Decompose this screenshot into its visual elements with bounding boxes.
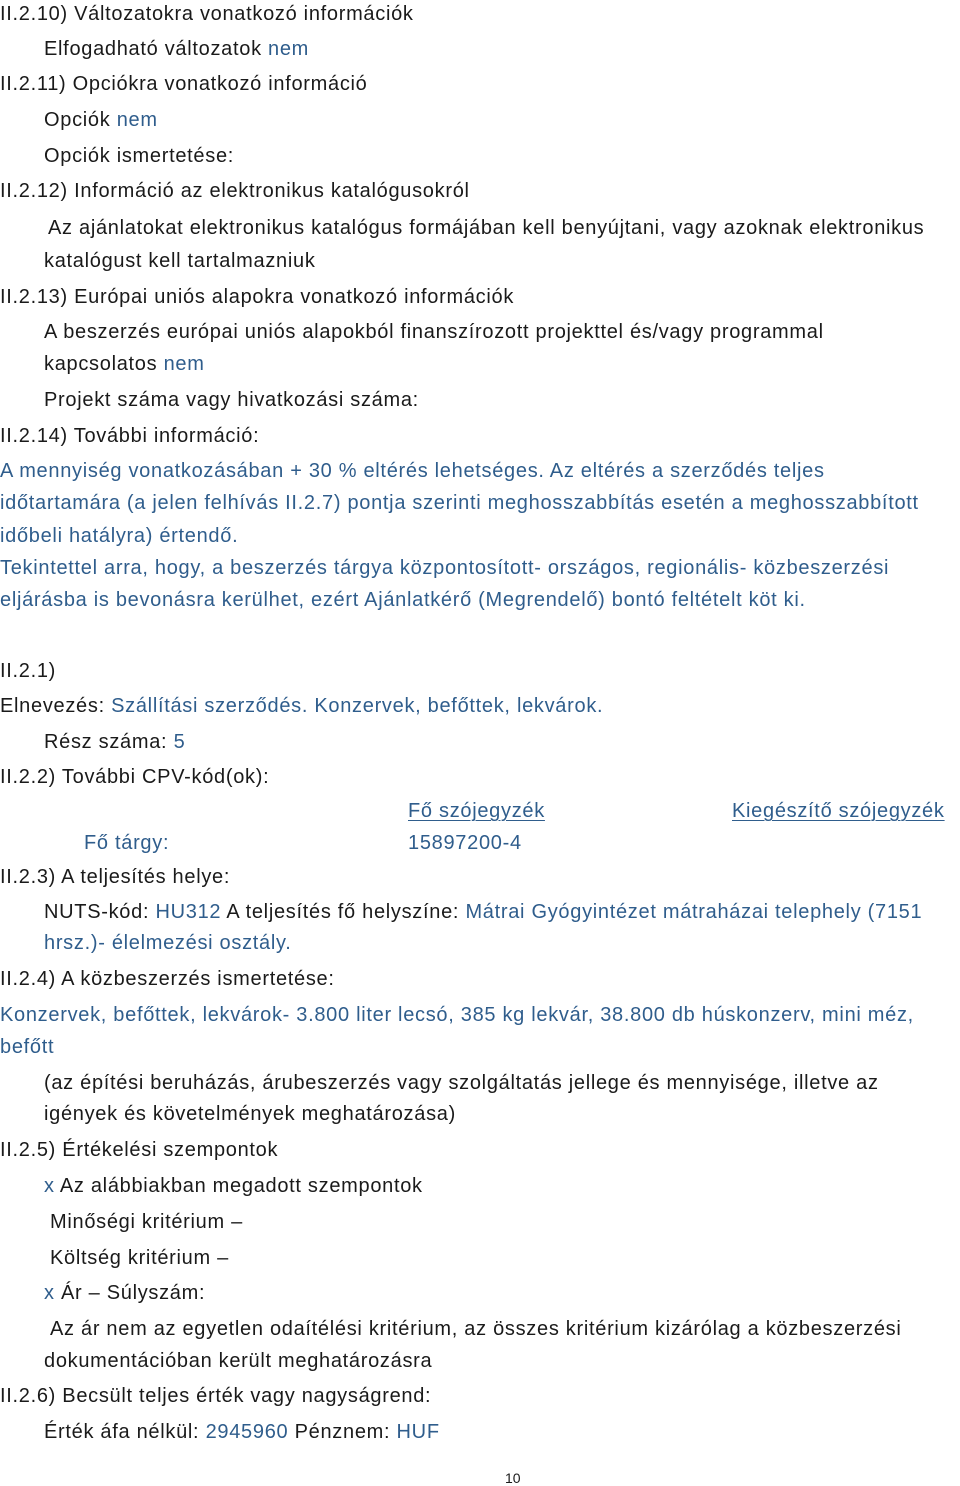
- additional-info-line: eljárásba is bevonásra kerülhet, ezért Ajánlatkérő (Megrendelő) bontó feltételt köt ki.: [0, 589, 806, 611]
- cpv-column-header-main: Fő szójegyzék: [408, 800, 545, 822]
- description-heading: II.2.4) A közbeszerzés ismertetése:: [0, 968, 335, 990]
- page-number: 10: [505, 1470, 521, 1486]
- part-name-row: [0, 694, 603, 718]
- options-description-label: Opciók ismertetése:: [44, 145, 235, 167]
- description-note-line: (az építési beruházás, árubeszerzés vagy szolgáltatás jellege és mennyisége, illetve az: [44, 1072, 879, 1094]
- part-name-value: Szállítási szerződés. Konzervek, befőttek, lekvárok.: [111, 695, 604, 717]
- nuts-value: HU312: [155, 901, 222, 923]
- options-value: nem: [116, 109, 158, 131]
- cpv-heading: II.2.2) További CPV-kód(ok):: [0, 766, 270, 788]
- cpv-column-header-supplementary: Kiegészítő szójegyzék: [732, 800, 945, 822]
- estimated-value-row: [44, 1420, 440, 1444]
- catalogues-heading: II.2.12) Információ az elektronikus katalógusokról: [0, 180, 470, 202]
- options-label: Opciók: [44, 109, 111, 131]
- price-criterion-row: [44, 1281, 205, 1305]
- currency-label: Pénznem:: [294, 1421, 391, 1443]
- quality-criterion-label: Minőségi kritérium –: [50, 1211, 243, 1233]
- catalogues-text-line: katalógust kell tartalmazniuk: [44, 250, 316, 272]
- additional-info-heading: II.2.14) További információ:: [0, 425, 260, 447]
- currency-value: HUF: [396, 1421, 440, 1443]
- estimated-value-amount: 2945960: [205, 1421, 289, 1443]
- variants-accepted-value: nem: [268, 38, 310, 60]
- options-row: [44, 108, 158, 132]
- estimated-value-label: Érték áfa nélkül:: [44, 1421, 200, 1443]
- eu-funds-related-value: nem: [163, 353, 205, 375]
- additional-info-line: időbeli hatályra) értendő.: [0, 525, 239, 547]
- part-number-label: Rész száma:: [44, 731, 168, 753]
- estimated-value-heading: II.2.6) Becsült teljes érték vagy nagyságrend:: [0, 1385, 432, 1407]
- variants-heading: II.2.10) Változatokra vonatkozó információk: [0, 3, 414, 25]
- place-row: [44, 900, 922, 924]
- site-label: A teljesítés fő helyszíne:: [226, 901, 460, 923]
- part-number-value: 5: [173, 731, 186, 753]
- catalogues-text-line: Az ajánlatokat elektronikus katalógus formájában kell benyújtani, vagy azoknak elektronikus: [48, 217, 925, 239]
- eu-funds-related-label: kapcsolatos: [44, 353, 158, 375]
- additional-info-line: időtartamára (a jelen felhívás II.2.7) pontja szerinti meghosszabbítás esetén a meghosszabbított: [0, 492, 919, 514]
- eu-funds-project-label: Projekt száma vagy hivatkozási száma:: [44, 389, 419, 411]
- variants-accepted-row: [44, 37, 309, 61]
- price-criterion-label: Ár – Súlyszám:: [60, 1282, 206, 1304]
- part-heading: II.2.1): [0, 660, 57, 682]
- site-value-line: hrsz.)- élelmezési osztály.: [44, 932, 292, 954]
- eu-funds-text-line: A beszerzés európai uniós alapokból finanszírozott projekttel és/vagy programmal: [44, 321, 824, 343]
- eu-funds-related-row: [44, 352, 205, 376]
- nuts-label: NUTS-kód:: [44, 901, 150, 923]
- part-number-row: [44, 730, 185, 754]
- cpv-row-main-code: 15897200-4: [408, 832, 522, 854]
- award-criteria-note-line: Az ár nem az egyetlen odaítélési kritérium, az összes kritérium kizárólag a közbeszerzési: [50, 1318, 902, 1340]
- options-heading: II.2.11) Opciókra vonatkozó információ: [0, 73, 368, 95]
- cpv-row-label: Fő tárgy:: [84, 832, 170, 854]
- part-name-label: Elnevezés:: [0, 695, 105, 717]
- site-value-line: Mátrai Gyógyintézet mátraházai telephely (7151: [465, 901, 923, 923]
- award-criteria-note-line: dokumentációban került meghatározásra: [44, 1350, 433, 1372]
- description-value-line: befőtt: [0, 1036, 55, 1058]
- cost-criterion-label: Költség kritérium –: [50, 1247, 229, 1269]
- additional-info-line: A mennyiség vonatkozásában + 30 % eltérés lehetséges. Az eltérés a szerződés teljes: [0, 460, 825, 482]
- eu-funds-heading: II.2.13) Európai uniós alapokra vonatkozó információk: [0, 286, 515, 308]
- description-note-line: igények és követelmények meghatározása): [44, 1103, 456, 1125]
- award-criteria-heading: II.2.5) Értékelési szempontok: [0, 1139, 279, 1161]
- additional-info-line: Tekintettel arra, hogy, a beszerzés tárgya központosított- országos, regionális- közbeszerzési: [0, 557, 890, 579]
- award-criteria-option-label: Az alábbiakban megadott szempontok: [59, 1175, 423, 1197]
- place-heading: II.2.3) A teljesítés helye:: [0, 866, 231, 888]
- description-value-line: Konzervek, befőttek, lekvárok- 3.800 liter lecsó, 385 kg lekvár, 38.800 db húskonzerv, mini méz,: [0, 1004, 914, 1026]
- award-criteria-option-row: [44, 1174, 423, 1198]
- variants-accepted-label: Elfogadható változatok: [44, 38, 262, 60]
- price-criterion-mark: x: [44, 1282, 55, 1304]
- award-criteria-option-mark: x: [44, 1175, 55, 1197]
